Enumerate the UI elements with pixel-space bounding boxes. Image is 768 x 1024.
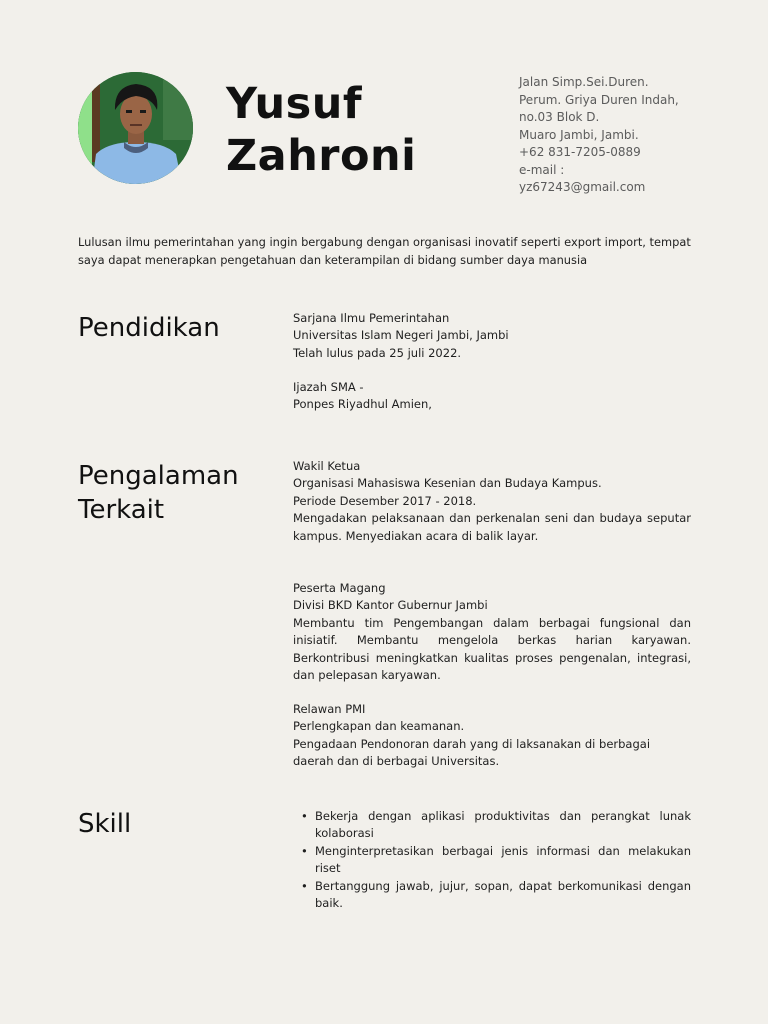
- profile-photo: [78, 72, 193, 184]
- skill-text: Bertanggung jawab, jujur, sopan, dapat berkomunikasi dengan baik.: [315, 878, 691, 911]
- skills-list: [293, 808, 691, 912]
- skills-heading: Skill: [78, 809, 132, 839]
- degree: Sarjana Ilmu Pemerintahan: [293, 311, 450, 325]
- bullet-icon: •: [301, 843, 308, 858]
- address-line: Jalan Simp.Sei.Duren.: [519, 75, 649, 89]
- email-address: yz67243@gmail.com: [519, 180, 646, 194]
- role-description: Mengadakan pelaksanaan dan perkenalan seni dan budaya seputar kampus. Menyediakan acara di balik layar.: [293, 511, 691, 543]
- education-item: [293, 379, 691, 414]
- education-heading: Pendidikan: [78, 313, 220, 343]
- role-title: Wakil Ketua: [293, 459, 361, 473]
- graduation-date: Telah lulus pada 25 juli 2022.: [293, 345, 462, 360]
- experience-heading-line2: Terkait: [78, 495, 165, 525]
- candidate-name: [226, 78, 416, 182]
- role-description: Pengadaan Pendonoran darah yang di laksanakan di berbagai daerah dan di berbagai Universitas.: [293, 736, 651, 769]
- institution: Ponpes Riyadhul Amien,: [293, 397, 432, 412]
- skill-item: [293, 808, 691, 843]
- bullet-icon: •: [301, 809, 308, 823]
- education-list: [293, 310, 691, 362]
- education-item: [293, 310, 691, 362]
- experience-item: [293, 701, 691, 771]
- organization: Perlengkapan dan keamanan.: [293, 719, 465, 734]
- institution: Universitas Islam Negeri Jambi, Jambi: [293, 328, 509, 343]
- experience-heading-line1: Pengalaman: [78, 461, 239, 491]
- address-line: Perum. Griya Duren Indah,: [519, 92, 679, 107]
- organization: Organisasi Mahasiswa Kesenian dan Budaya Kampus.: [293, 476, 602, 491]
- phone-number: +62 831-7205-0889: [519, 145, 641, 159]
- skill-item: [293, 878, 691, 913]
- experience-item: [293, 458, 691, 545]
- skill-text: Menginterpretasikan berbagai jenis informasi dan melakukan riset: [315, 843, 691, 876]
- bullet-icon: •: [301, 878, 308, 893]
- role-title: Peserta Magang: [293, 581, 386, 595]
- contact-info: [519, 74, 719, 197]
- skill-item: [293, 843, 691, 878]
- role-title: Relawan PMI: [293, 702, 366, 716]
- last-name: Zahroni: [226, 131, 417, 181]
- skill-text: Bekerja dengan aplikasi produktivitas dan perangkat lunak kolaborasi: [315, 809, 691, 841]
- experience-heading: [78, 459, 239, 527]
- role-description: Membantu tim Pengembangan dalam berbagai fungsional dan inisiatif. Membantu mengelola berkas harian karyawan. Berkontribusi meningkatkan kualitas proses pengenalan, integrasi, dan pelepasan karyawan.: [293, 615, 691, 683]
- email-label: e-mail :: [519, 162, 565, 177]
- experience-item: [293, 580, 691, 684]
- address-line: no.03 Blok D.: [519, 110, 600, 124]
- degree: Ijazah SMA -: [293, 380, 364, 394]
- address-line: Muaro Jambi, Jambi.: [519, 127, 639, 142]
- organization: Divisi BKD Kantor Gubernur Jambi: [293, 598, 488, 613]
- education-list-2: [293, 379, 691, 414]
- period: Periode Desember 2017 - 2018.: [293, 493, 477, 508]
- first-name: Yusuf: [226, 79, 363, 129]
- profile-summary: Lulusan ilmu pemerintahan yang ingin bergabung dengan organisasi inovatif seperti export import, tempat saya dapat menerapkan pengetahuan dan keterampilan di bidang sumber daya manusia: [78, 235, 691, 267]
